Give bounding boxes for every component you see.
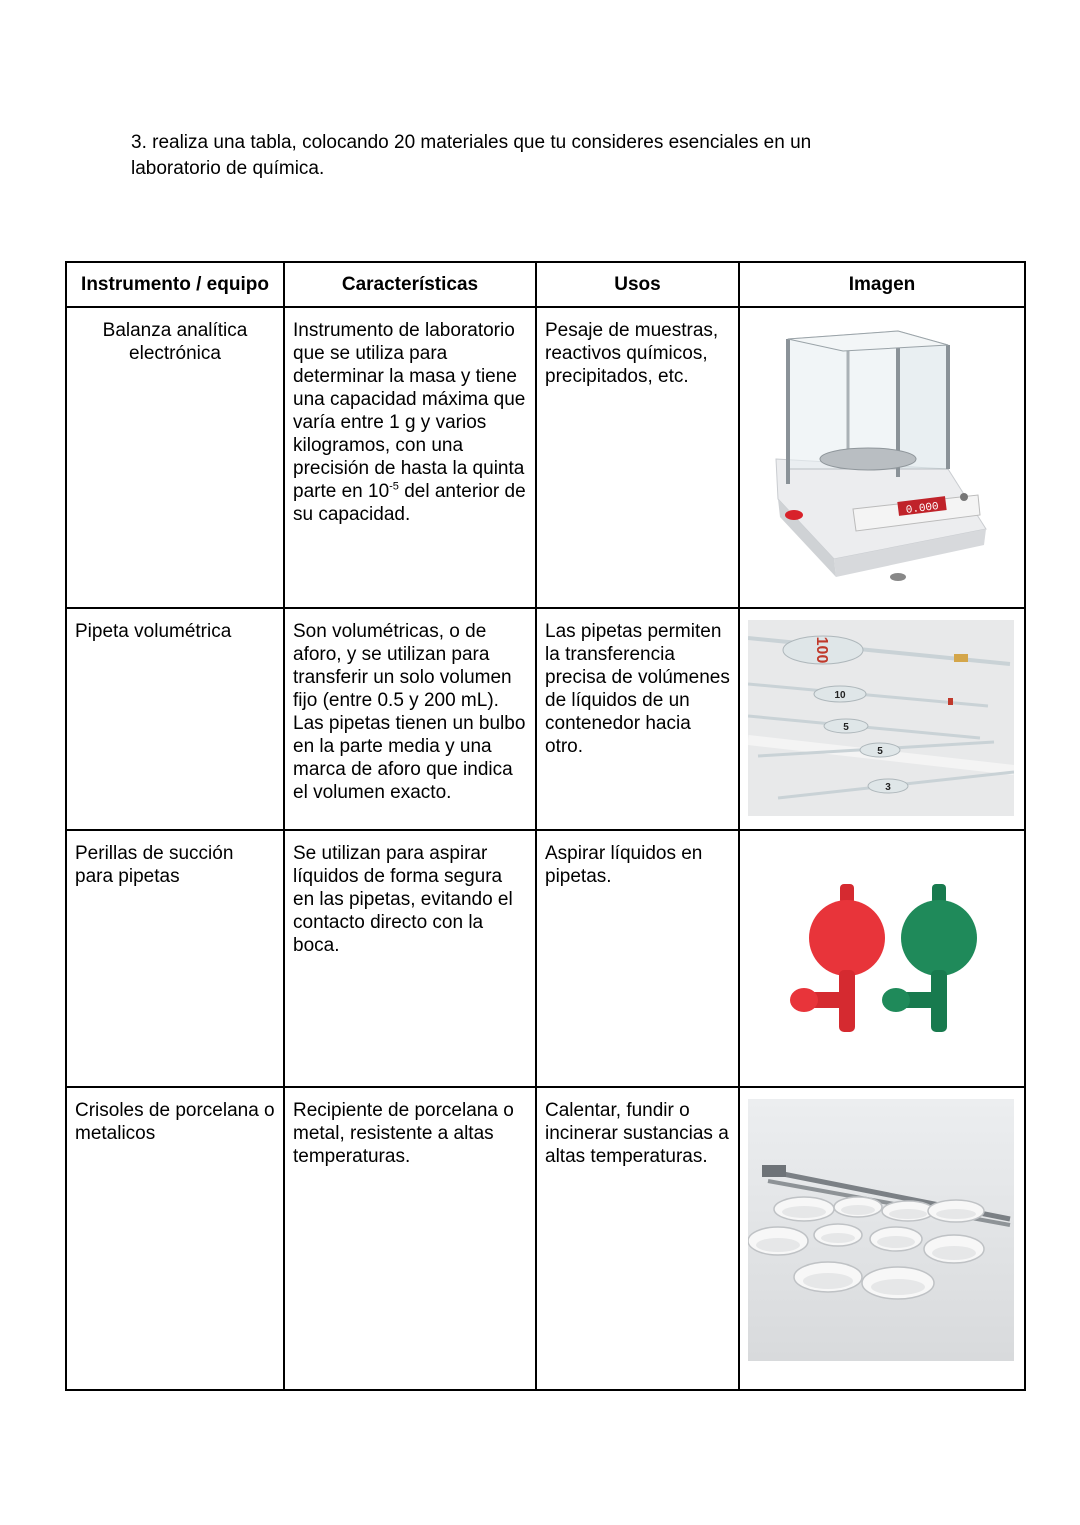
instrument-cell: Pipeta volumétrica xyxy=(66,608,284,830)
image-cell xyxy=(739,1087,1025,1390)
pipette-bulbs-image xyxy=(748,842,1014,1078)
characteristics-cell: Se utilizan para aspirar líquidos de forma segura en las pipetas, evitando el contacto directo con la boca. xyxy=(284,830,536,1087)
characteristics-cell: Recipiente de porcelana o metal, resistente a altas temperaturas. xyxy=(284,1087,536,1390)
image-cell xyxy=(739,307,1025,608)
header-characteristics: Características xyxy=(284,262,536,307)
balance-display-value: 0.000 xyxy=(905,501,940,517)
uses-cell: Pesaje de muestras, reactivos químicos, precipitados, etc. xyxy=(536,307,739,608)
materials-table xyxy=(65,261,1026,1391)
table-row xyxy=(66,608,1025,830)
instrument-cell: Perillas de succión para pipetas xyxy=(66,830,284,1087)
image-cell xyxy=(739,608,1025,830)
pipette-label-100: 100 xyxy=(813,636,830,664)
pipette-label-10: 10 xyxy=(834,690,846,701)
analytical-balance-image xyxy=(748,319,1014,599)
pipette-label-3: 3 xyxy=(885,782,891,793)
uses-cell: Aspirar líquidos en pipetas. xyxy=(536,830,739,1087)
uses-cell: Calentar, fundir o incinerar sustancias a altas temperaturas. xyxy=(536,1087,739,1390)
table-row xyxy=(66,1087,1025,1390)
uses-cell: Las pipetas permiten la transferencia precisa de volúmenes de líquidos de un contenedor hacia otro. xyxy=(536,608,739,830)
header-uses: Usos xyxy=(536,262,739,307)
header-image: Imagen xyxy=(739,262,1025,307)
header-instrument: Instrumento / equipo xyxy=(66,262,284,307)
instrument-cell: Balanza analítica electrónica xyxy=(66,307,284,608)
table-row xyxy=(66,830,1025,1087)
table-header-row xyxy=(66,262,1025,307)
characteristics-cell: Son volumétricas, o de aforo, y se utilizan para transferir un solo volumen fijo (entre 0.5 y 200 mL). Las pipetas tienen un bulbo en la parte media y una marca de aforo que indica el volumen exacto. xyxy=(284,608,536,830)
assignment-prompt: 3. realiza una tabla, colocando 20 materiales que tu consideres esenciales en un laboratorio de química. xyxy=(131,132,812,179)
volumetric-pipettes-image xyxy=(748,620,1014,816)
instrument-cell: Crisoles de porcelana o metalicos xyxy=(66,1087,284,1390)
table-row xyxy=(66,307,1025,608)
pipette-label-5b: 5 xyxy=(877,746,883,757)
characteristics-cell: Instrumento de laboratorio que se utiliza para determinar la masa y tiene una capacidad máxima que varía entre 1 g y varios kilogramos, con una precisión de hasta la quinta parte en $10^{-5}$ del anterior de su capacidad. xyxy=(284,307,536,608)
pipette-label-5a: 5 xyxy=(843,722,849,733)
image-cell xyxy=(739,830,1025,1087)
porcelain-crucibles-image xyxy=(748,1099,1014,1361)
